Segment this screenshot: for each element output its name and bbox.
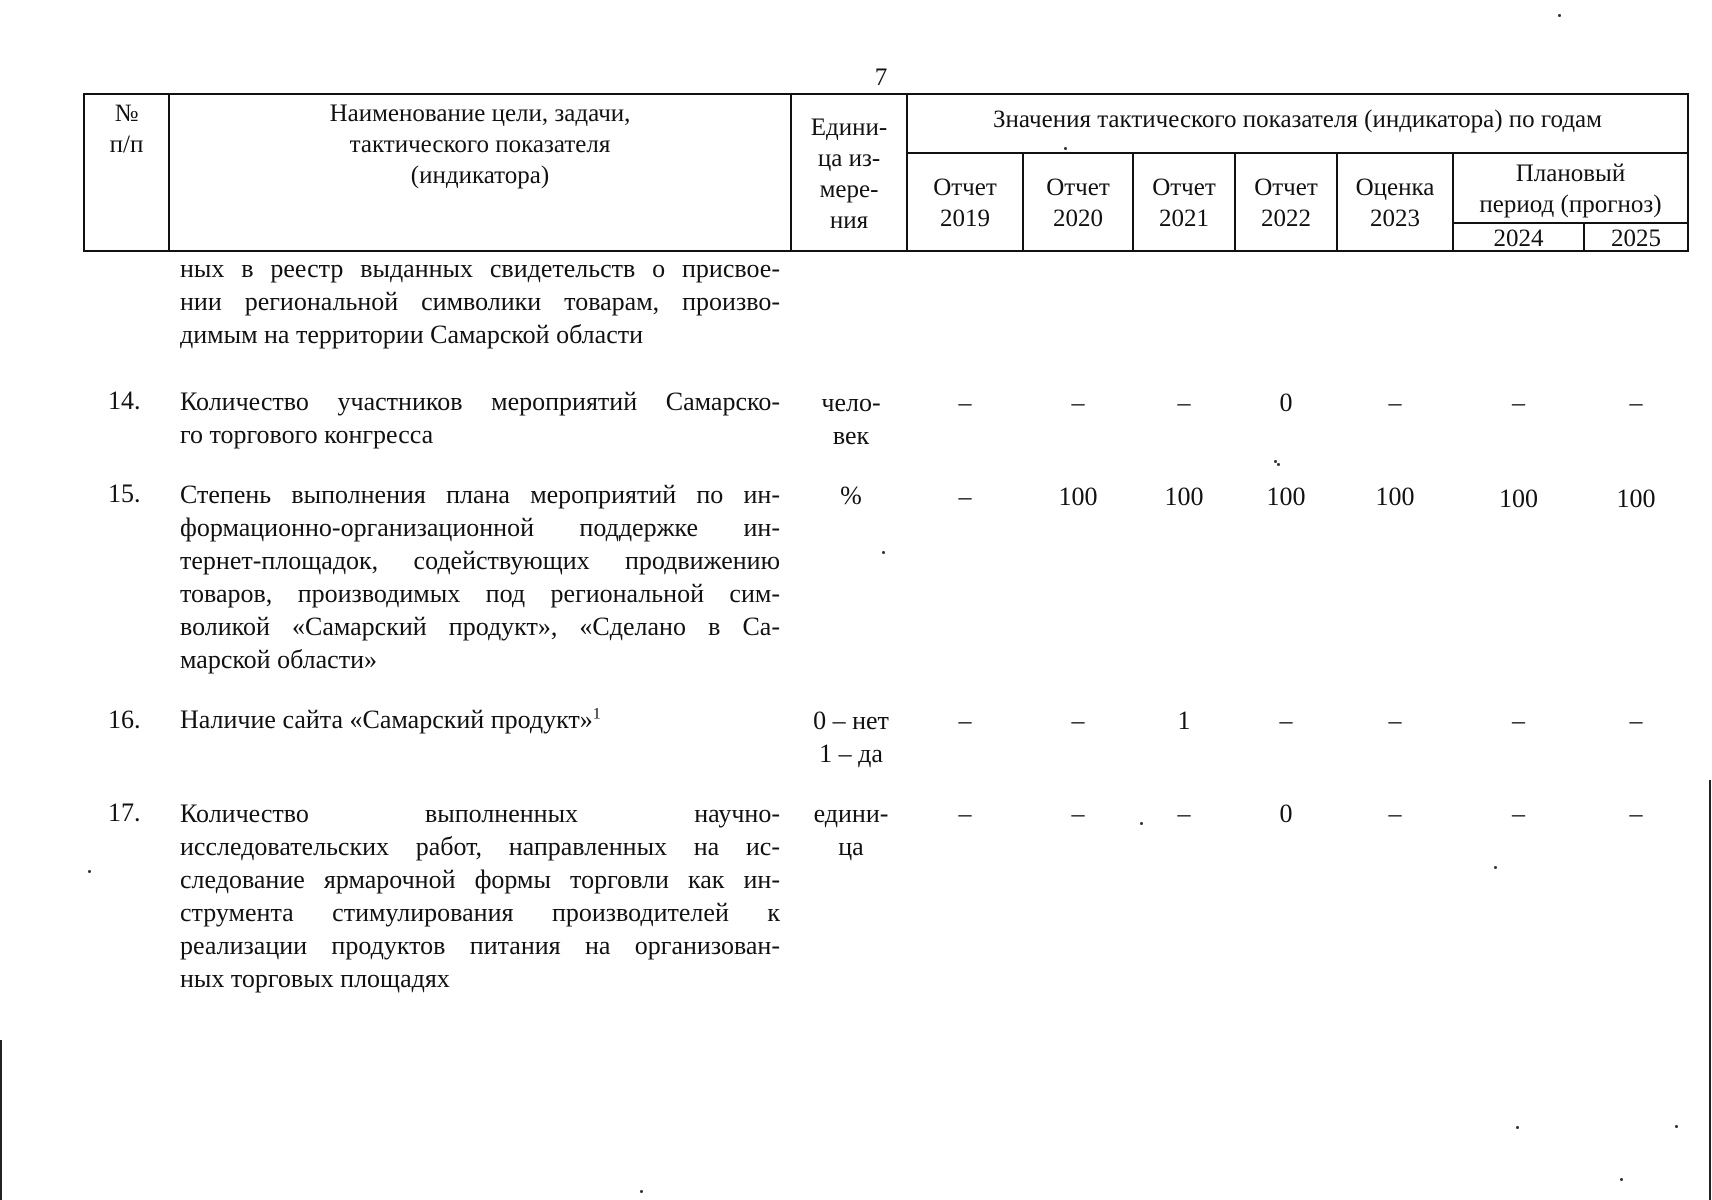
row-name-line: ных торговых площадях: [180, 964, 450, 993]
row-unit: [796, 479, 906, 512]
header-col-name-line: (индикатора): [410, 162, 550, 189]
continuation-line: нии региональной символики товарам, произво-: [180, 287, 780, 316]
value-2019: –: [958, 388, 972, 417]
scan-speck: [640, 1190, 643, 1193]
header-planned-year-2024: 2024: [1493, 225, 1544, 252]
row-number: 17.: [108, 798, 141, 827]
value-2022: 0: [1279, 388, 1293, 417]
scan-speck: [1558, 14, 1561, 17]
row-name-line: товаров, производимых под региональной сим-: [180, 579, 780, 608]
header-year-2020: [1024, 172, 1132, 234]
header-year-2021: [1134, 172, 1234, 234]
header-year-value: 2023: [1370, 205, 1420, 232]
scan-speck: [1516, 1126, 1519, 1129]
header-col-unit-line: ца из-: [817, 145, 881, 172]
value-2020: –: [1071, 388, 1085, 417]
header-year-label: Оценка: [1355, 174, 1435, 201]
header-year-2022: [1236, 172, 1336, 234]
value-2023: –: [1388, 706, 1402, 735]
continuation-text: [180, 252, 780, 351]
scan-speck: [1620, 1178, 1623, 1181]
value-2024: –: [1512, 388, 1525, 417]
row-name-line: реализации продуктов питания на организован-: [180, 931, 780, 960]
header-year-value: 2020: [1053, 205, 1103, 232]
row-unit-line: чело-: [821, 388, 881, 417]
header-vline: [1687, 93, 1689, 252]
value-2022: –: [1279, 706, 1293, 735]
value-2021: –: [1177, 799, 1191, 828]
header-year-value: 2022: [1261, 205, 1311, 232]
value-2023: 100: [1375, 482, 1415, 511]
header-planned-year-2025: 2025: [1611, 225, 1661, 252]
row-unit: [796, 386, 906, 452]
value-2020: –: [1071, 706, 1085, 735]
value-2020: 100: [1058, 482, 1098, 511]
header-col-name-line: тактического показателя: [349, 131, 611, 158]
header-border-top: [83, 93, 1689, 95]
value-2023: –: [1388, 799, 1402, 828]
row-name-line: Количество участников мероприятий Самарско-: [180, 387, 780, 416]
value-2019: –: [958, 482, 972, 511]
row-name-line: Степень выполнения плана мероприятий по ин-: [180, 480, 780, 509]
header-col-unit: [792, 112, 906, 236]
header-planned-line: период (прогноз): [1479, 191, 1662, 218]
row-name-line: Количество выполненных научно-: [180, 799, 780, 828]
header-year-label: Отчет: [1152, 174, 1216, 201]
scan-edge-line: [1709, 780, 1711, 1200]
header-col-unit-line: мере-: [819, 176, 879, 203]
scan-edge-line: [0, 1040, 2, 1200]
row-name: [180, 478, 780, 676]
row-name: [180, 703, 780, 736]
row-name-line: го торгового конгресса: [180, 420, 434, 449]
header-planned-group: [1454, 158, 1687, 220]
value-2022: 100: [1266, 482, 1306, 511]
scan-speck: [1494, 866, 1497, 869]
header-year-value: 2019: [940, 205, 990, 232]
scan-speck: [1675, 1125, 1678, 1128]
value-2021: 1: [1177, 706, 1191, 735]
header-year-label: Отчет: [1046, 174, 1110, 201]
scan-speck: [88, 870, 91, 873]
header-year-value: 2021: [1159, 205, 1209, 232]
row-number: 16.: [108, 705, 141, 734]
header-col-num: [85, 98, 168, 160]
header-values-group: Значения тактического показателя (индикатора) по годам: [993, 106, 1602, 133]
scan-speck: [882, 551, 885, 554]
value-2023: –: [1388, 388, 1402, 417]
scan-speck: [1064, 147, 1067, 150]
continuation-line: ных в реестр выданных свидетельств о присвое-: [180, 254, 780, 283]
header-col-name: [170, 98, 790, 191]
row-unit-line: век: [832, 421, 870, 450]
value-2025: 100: [1616, 484, 1656, 513]
page-number: 7: [874, 64, 888, 91]
header-planned-line: Плановый: [1515, 160, 1626, 187]
row-name-line: марской области»: [180, 645, 377, 674]
row-name-line: воликой «Самарский продукт», «Сделано в Са-: [180, 612, 780, 641]
row-name: [180, 385, 780, 451]
row-name-line: исследовательских работ, направленных на ис-: [180, 832, 780, 861]
row-unit-line: %: [840, 481, 862, 510]
row-unit: [796, 797, 906, 863]
value-2025: –: [1629, 799, 1643, 828]
row-name-line: формационно-организационной поддержке ин-: [180, 513, 780, 542]
header-year-label: Отчет: [1254, 174, 1318, 201]
value-2024: –: [1512, 706, 1525, 735]
header-col-num-line: №: [114, 100, 139, 127]
row-unit-line: едини-: [813, 799, 889, 828]
header-year-label: Отчет: [933, 174, 997, 201]
continuation-line: димым на территории Самарской области: [180, 320, 644, 349]
row-name: [180, 797, 780, 995]
value-2020: –: [1071, 799, 1085, 828]
scan-speck: [1277, 463, 1280, 466]
row-unit-line: 0 – нет: [813, 706, 889, 735]
row-unit: [796, 704, 906, 770]
header-col-num-line: п/п: [109, 131, 144, 158]
header-col-unit-line: Едини-: [810, 114, 888, 141]
row-unit-line: ца: [838, 832, 864, 861]
value-2024: –: [1512, 799, 1525, 828]
row-number: 14.: [108, 386, 141, 415]
value-2021: 100: [1164, 482, 1204, 511]
header-year-2019: [908, 172, 1022, 234]
value-2019: –: [958, 799, 972, 828]
value-2025: –: [1629, 388, 1643, 417]
row-name-line: следование ярмарочной формы торговли как ин-: [180, 865, 780, 894]
row-name-line: Наличие сайта «Самарский продукт»: [180, 705, 593, 734]
footnote-marker: 1: [592, 705, 601, 723]
value-2021: –: [1177, 388, 1191, 417]
header-col-name-line: Наименование цели, задачи,: [329, 100, 631, 127]
value-2024: 100: [1499, 484, 1538, 513]
value-2025: –: [1629, 706, 1643, 735]
row-name-line: тернет-площадок, содействующих продвижению: [180, 546, 780, 575]
header-year-2023: [1338, 172, 1452, 234]
row-unit-line: 1 – да: [819, 739, 883, 768]
value-2022: 0: [1279, 799, 1293, 828]
value-2019: –: [958, 706, 972, 735]
row-name-line: струмента стимулирования производителей к: [180, 898, 780, 927]
row-number: 15.: [108, 479, 141, 508]
header-col-unit-line: ния: [829, 207, 869, 234]
scan-speck: [1140, 822, 1143, 825]
